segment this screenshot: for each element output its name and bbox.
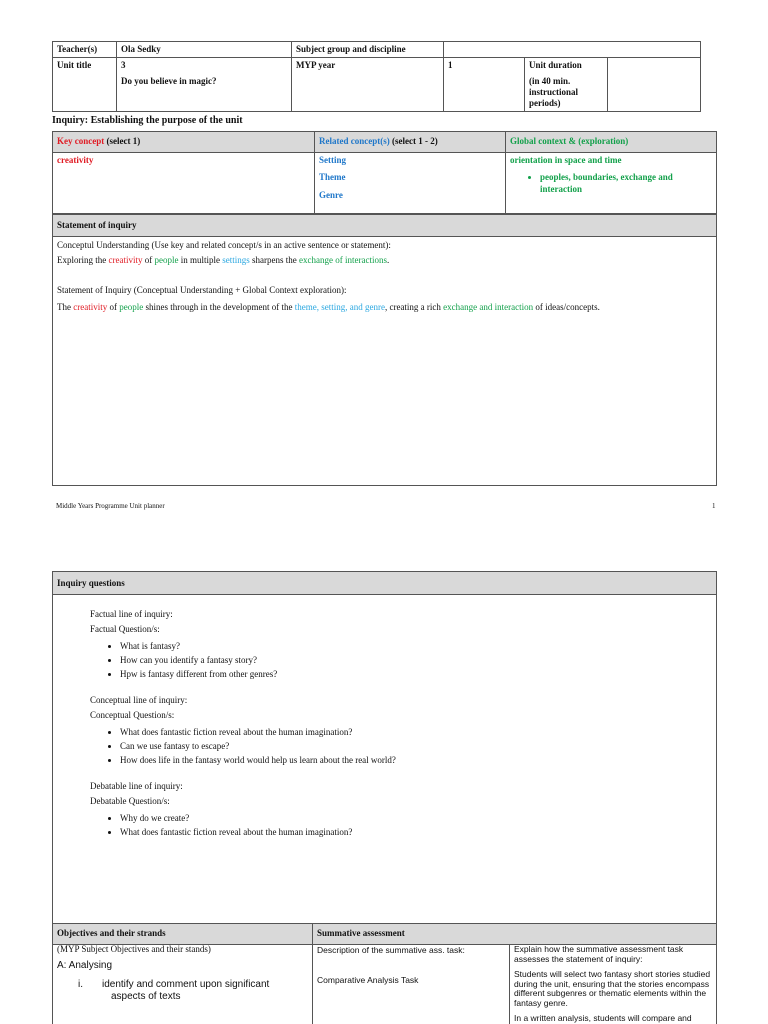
soi-part: of ideas/concepts. [533, 302, 600, 312]
strand-number: i. [78, 978, 83, 990]
myp-year-value: 1 [444, 58, 525, 112]
unit-title-cell [117, 58, 292, 112]
global-context-bullet: • peoples, boundaries, exchange and interaction [540, 172, 712, 195]
key-concept-select: (select 1) [104, 136, 141, 147]
unit-duration-value [608, 58, 701, 112]
subject-objectives-label: (MYP Subject Objectives and their stands) [57, 944, 211, 954]
subject-value [444, 42, 701, 58]
cu-part: of [142, 255, 155, 265]
strand-item [57, 979, 308, 1004]
related-concept-item: Setting [319, 155, 346, 165]
related-concept-values [315, 153, 506, 214]
footer-page-number: 1 [712, 502, 716, 510]
cu-sentence [57, 253, 712, 268]
concepts-table [52, 131, 717, 214]
global-context-values [506, 153, 717, 214]
unit-duration-note-1: (in 40 min. [529, 75, 571, 86]
cu-part: Exploring the [57, 255, 109, 265]
factual-question: • Hpw is fantasy different from other genres? [120, 669, 716, 679]
factual-question-label: Factual Question/s: [90, 624, 160, 634]
global-context-header [506, 132, 717, 153]
factual-question: • What is fantasy? [120, 641, 716, 651]
related-concept-header [315, 132, 506, 153]
description-label: Description of the summative ass. task: [317, 945, 465, 955]
conceptual-question: • What does fantastic fiction reveal about the human imagination? [120, 727, 716, 737]
unit-duration-note-3: periods) [529, 98, 561, 108]
conceptual-question: • How does life in the fantasy world would help us learn about the real world? [120, 755, 716, 765]
soi-label: Statement of Inquiry (Conceptual Understanding + Global Context exploration): [57, 285, 347, 295]
conceptual-line-label: Conceptual line of inquiry: [90, 695, 188, 705]
objectives-heading: Objectives and their strands [53, 924, 313, 945]
unit-number: 3 [121, 60, 126, 71]
cu-label: Conceptul Understanding (Use key and related concept/s in an active sentence or statement): [57, 240, 391, 250]
summative-description-cell [313, 945, 510, 1024]
explain-label: Explain how the summative assessment task assesses the statement of inquiry: [514, 944, 684, 964]
key-concept-value: creativity [53, 153, 315, 214]
cu-global-context: exchange of interactions [299, 255, 387, 265]
soi-sentence [57, 300, 712, 315]
explain-text-continued: In a written analysis, students will compare and [514, 1013, 692, 1023]
key-concept-header [53, 132, 315, 153]
statement-of-inquiry-box [52, 214, 717, 486]
myp-year-label: MYP year [292, 58, 444, 112]
factual-line-label: Factual line of inquiry: [90, 609, 173, 619]
soi-part: , creating a rich [384, 302, 444, 312]
cu-part: . [386, 255, 390, 265]
inquiry-questions-heading: Inquiry questions [53, 572, 716, 595]
soi-related-concept: theme, setting, and genre [294, 302, 385, 312]
inquiry-questions-box [52, 571, 717, 924]
soi-global-context: exchange and interaction [443, 302, 534, 312]
factual-question: • How can you identify a fantasy story? [120, 655, 716, 665]
objectives-table [52, 923, 717, 1024]
teacher-value: Ola Sedky [117, 42, 292, 58]
unit-title-value: Do you believe in magic? [121, 75, 217, 86]
unit-duration-label: Unit duration [529, 60, 582, 71]
related-concept-select: (select 1 - 2) [389, 136, 438, 147]
global-context-label: Global context & (exploration) [510, 136, 629, 147]
subject-label: Subject group and discipline [292, 42, 444, 58]
soi-global-context: people [119, 302, 144, 312]
key-concept-label: Key concept [57, 136, 105, 147]
teacher-label: Teacher(s) [53, 42, 117, 58]
cu-part: in multiple [178, 255, 223, 265]
soi-part: of [107, 302, 120, 312]
cu-related-concept: settings [222, 255, 250, 265]
unit-duration-cell [525, 58, 608, 112]
objectives-cell [53, 945, 313, 1024]
soi-part: The [57, 302, 74, 312]
factual-question-list [90, 641, 716, 679]
cu-part: sharpens the [249, 255, 299, 265]
debatable-question: • Why do we create? [120, 813, 716, 823]
related-concept-label: Related concept(s) [319, 136, 390, 147]
strand-text-line-2: aspects of texts [111, 991, 181, 1002]
debatable-question-label: Debatable Question/s: [90, 796, 170, 806]
task-name: Comparative Analysis Task [317, 975, 419, 985]
debatable-question-list [90, 813, 716, 837]
related-concept-item: Genre [319, 189, 343, 200]
statement-heading: Statement of inquiry [53, 215, 716, 237]
global-context-value: orientation in space and time [510, 155, 622, 165]
unit-duration-note-2: instructional [529, 86, 579, 97]
debatable-line-label: Debatable line of inquiry: [90, 781, 183, 791]
related-concept-item: Theme [319, 172, 346, 183]
debatable-question: • What does fantastic fiction reveal about the human imagination? [120, 827, 716, 837]
inquiry-heading: Inquiry: Establishing the purpose of the unit [52, 115, 243, 126]
cu-global-context: people [154, 255, 179, 265]
summative-explanation-cell [510, 945, 717, 1024]
strand-text-line-1: identify and comment upon significant [102, 978, 270, 990]
global-context-list [510, 172, 712, 195]
conceptual-question-list [90, 727, 716, 765]
soi-key-concept: creativity [73, 302, 108, 312]
cu-key-concept: creativity [108, 255, 143, 265]
soi-part: shines through in the development of the [143, 302, 295, 312]
footer-title: Middle Years Programme Unit planner [56, 502, 165, 510]
unit-header-table [52, 41, 701, 112]
unit-title-label: Unit title [53, 58, 117, 112]
criterion-label: A: Analysing [57, 960, 113, 971]
objectives-section [52, 923, 717, 1024]
explain-text: Students will select two fantasy short stories studied during the unit, ensuring that the stories encompass different subgenres or thematic elements within the fantasy genre. [514, 969, 711, 1008]
summative-heading: Summative assessment [313, 924, 717, 945]
conceptual-question-label: Conceptual Question/s: [90, 710, 175, 720]
conceptual-question: • Can we use fantasy to escape? [120, 741, 716, 751]
